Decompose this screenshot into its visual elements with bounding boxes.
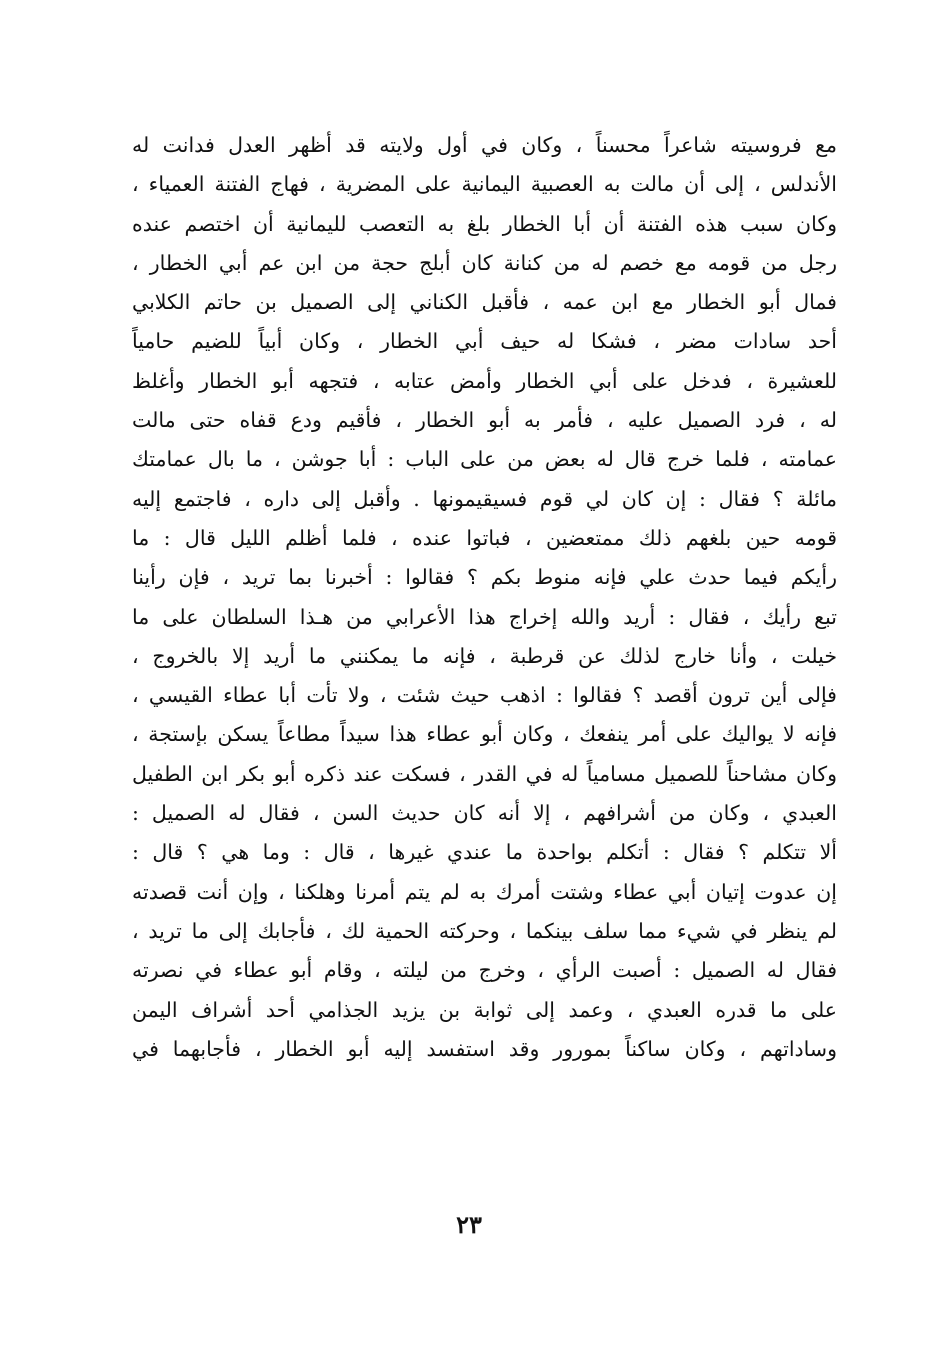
- page-number: ٢٣: [456, 1210, 482, 1239]
- text-line: خيلت ، وأنا خارج لذلك عن قرطبة ، فإنه ما يمكنني ما أريد إلا بالخروج ،: [132, 643, 837, 668]
- text-line: أحد سادات مضر ، فشكا له حيف أبي الخطار ، وكان أبياً للضيم حامياً: [132, 329, 837, 354]
- text-line: فإلى أين ترون أقصد ؟ فقالوا : اذهب حيث شئت ، ولا تأت أبا عطاء القيسي ،: [132, 683, 837, 708]
- text-line: فقال له الصميل : أصبت الرأي ، وخرج من ليلته ، وقام أبو عطاء في نصرته: [132, 958, 837, 983]
- text-line: مع فروسيته شاعراً محسناً ، وكان في أول ولايته قد أظهر العدل فدانت له: [132, 133, 837, 157]
- body-text: [132, 126, 837, 1069]
- text-line: للعشيرة ، فدخل على أبي الخطار وأمض عتابه ، فتجهه أبو الخطار وأغلظ: [132, 368, 837, 393]
- text-line: على ما قدره العبدي ، وعمد إلى ثوابة بن يزيد الجذامي أحد أشراف اليمن: [132, 997, 837, 1022]
- text-line: مائلة ؟ فقال : إن كان لي قوم فسيقيمونها . وأقبل إلى داره ، فاجتمع إليه: [132, 486, 837, 511]
- text-line: عمامته ، فلما خرج قال له بعض من على الباب : أبا جوشن ، ما بال عمامتك: [132, 447, 837, 472]
- text-line: وساداتهم ، وكان ساكناً بمورور وقد استفسد إليه أبو الخطار ، فأجابهما في: [132, 1036, 837, 1061]
- text-line: وكان مشاحناً للصميل مسامياً له في القدر ، فسكت عند ذكره أبو بكر ابن الطفيل: [132, 761, 837, 786]
- text-line: العبدي ، وكان من أشرافهم ، إلا أنه كان حديث السن ، فقال له الصميل :: [132, 801, 837, 826]
- text-line: فمال أبو الخطار مع ابن عمه ، فأقبل الكناني إلى الصميل بن حاتم الكلابي: [132, 290, 837, 315]
- text-line: الأندلس ، إلى أن مالت به العصبية اليمانية على المضرية ، فهاج الفتنة العمياء ،: [132, 172, 837, 197]
- text-line: وكان سبب هذه الفتنة أن أبا الخطار بلغ به التعصب لليمانية أن اختصم عنده: [132, 211, 837, 236]
- text-line: ألا تتكلم ؟ فقال : أتكلم بواحدة ما عندي غيرها ، قال : وما هي ؟ قال :: [132, 840, 837, 865]
- text-line: رجل من قومه مع خصم له من كنانة كان أبلج حجة من ابن عم أبي الخطار ،: [132, 250, 837, 275]
- text-line: لم ينظر في شيء مما سلف بينكما ، وحركته الحمية لك ، فأجابك إلى ما تريد ،: [132, 918, 837, 943]
- text-line: قومه حين بلغهم ذلك ممتعضين ، فباتوا عنده ، فلما أظلم الليل قال : ما: [132, 525, 837, 550]
- text-line: فإنه لا يواليك على أمر ينفعك ، وكان أبو عطاء هذا سيداً مطاعاً يسكن بإستجة ،: [132, 722, 837, 747]
- text-line: رأيكم فيما حدث علي فإنه منوط بكم ؟ فقالوا : أخبرنا بما تريد ، فإن رأينا: [132, 565, 837, 590]
- text-line: إن عدوت إتيان أبي عطاء وشتت أمرك به لم يتم أمرنا وهلكنا ، وإن أنت قصدته: [132, 879, 837, 904]
- text-line: له ، فرد الصميل عليه ، فأمر به أبو الخطار ، فأقيم ودع قفاه حتى مالت: [132, 408, 837, 433]
- text-line: تبع رأيك ، فقال : أريد والله إخراج هذا الأعرابي من هـذا السلطان على ما: [132, 604, 837, 629]
